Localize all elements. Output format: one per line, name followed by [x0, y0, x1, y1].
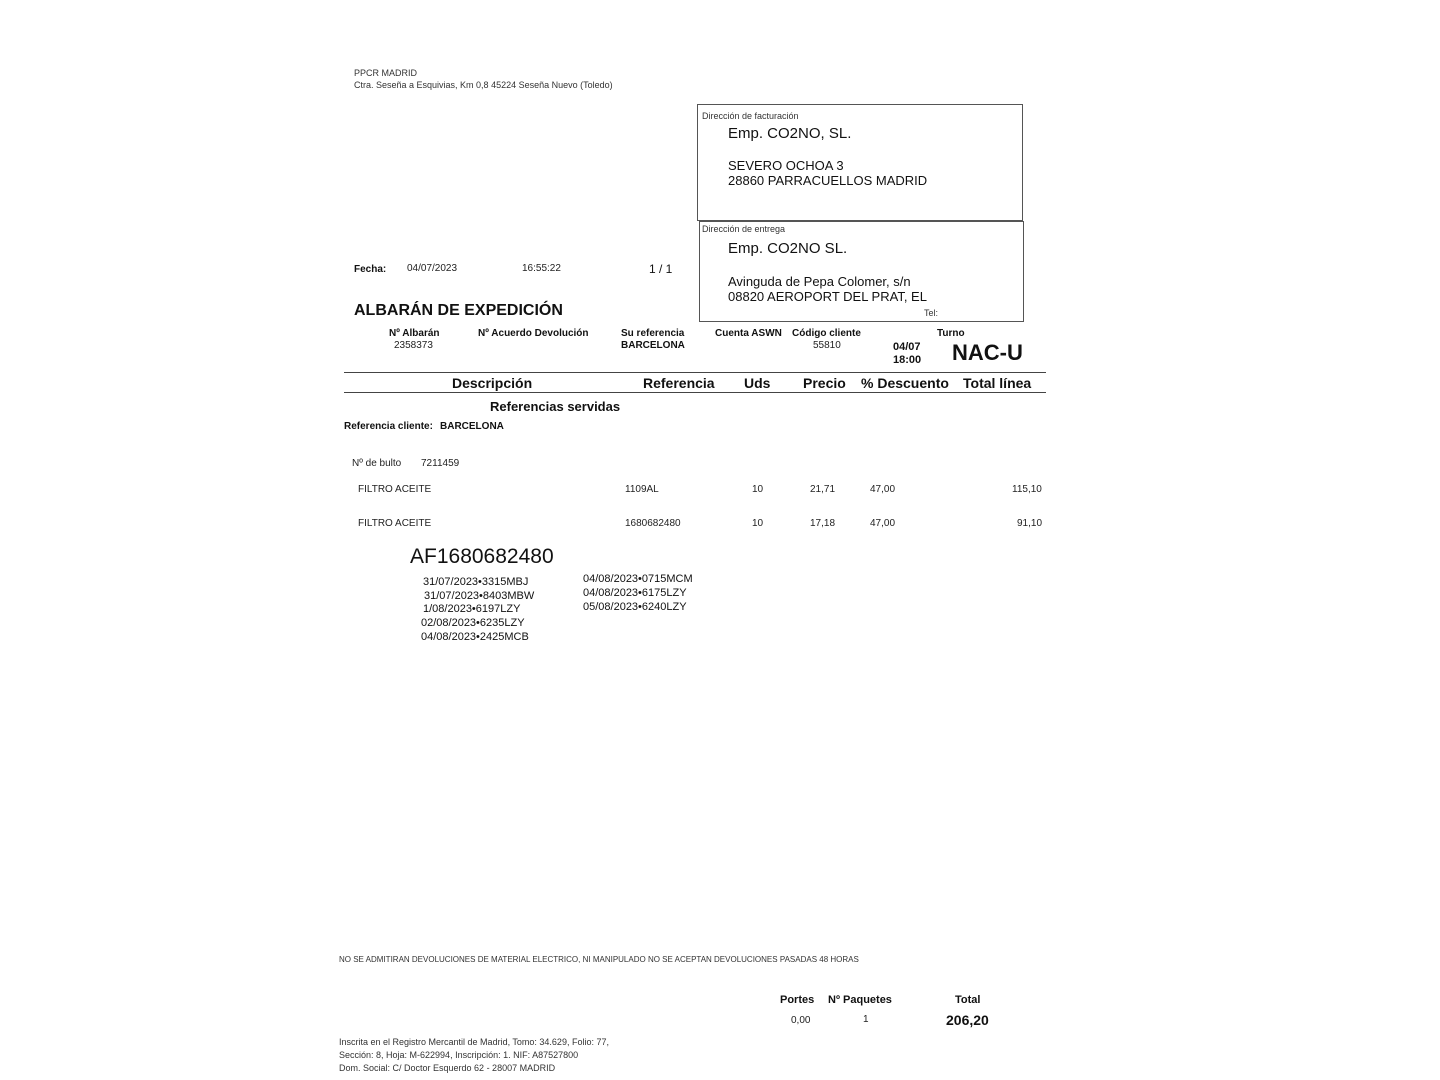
col-precio: Precio: [803, 375, 846, 391]
codigo-label: Código cliente: [792, 328, 861, 339]
stamp-entry: 1/08/2023•6197LZY: [423, 603, 521, 615]
row-total: 115,10: [1012, 484, 1042, 495]
hora-value: 16:55:22: [522, 263, 561, 274]
row-descripcion: FILTRO ACEITE: [358, 484, 432, 495]
fecha-label: Fecha:: [354, 264, 387, 275]
row-descuento: 47,00: [870, 484, 896, 495]
sender-address: Ctra. Seseña a Esquivias, Km 0,8 45224 Seseña Nuevo (Toledo): [354, 80, 613, 90]
table-row: [0, 518, 1440, 532]
page-title: ALBARÁN DE EXPEDICIÓN: [354, 302, 563, 319]
turno-hora: 18:00: [893, 354, 922, 366]
stamp-entry: 05/08/2023•6240LZY: [583, 601, 687, 613]
delivery-street: Avinguda de Pepa Colomer, s/n: [728, 274, 911, 289]
codigo-value: 55810: [813, 340, 841, 351]
billing-name: Emp. CO2NO, SL.: [728, 125, 852, 142]
referencia-value: BARCELONA: [621, 340, 685, 351]
delivery-name: Emp. CO2NO SL.: [728, 240, 848, 257]
fecha-value: 04/07/2023: [407, 263, 458, 274]
row-referencia: 1680682480: [625, 518, 681, 529]
stamp-entry: 04/08/2023•2425MCB: [421, 631, 529, 643]
turno-label: Turno: [937, 328, 965, 339]
bulto-label: Nº de bulto: [352, 458, 402, 469]
row-uds: 10: [752, 518, 764, 529]
delivery-label: Dirección de entrega: [702, 224, 786, 234]
acuerdo-label: Nº Acuerdo Devolución: [478, 328, 589, 339]
stamp-code: AF1680682480: [410, 545, 554, 568]
total-label: Total: [955, 994, 981, 1006]
row-referencia: 1109AL: [625, 484, 659, 495]
col-uds: Uds: [744, 375, 771, 391]
col-referencia: Referencia: [643, 375, 715, 391]
footer-line: Sección: 8, Hoja: M-622994, Inscripción: 1. NIF: A87527800: [339, 1050, 579, 1060]
billing-address-box: [697, 104, 1023, 221]
returns-notice: NO SE ADMITIRAN DEVOLUCIONES DE MATERIAL ELECTRICO, NI MANIPULADO NO SE ACEPTAN DEVOLUCIONES PASADAS 48 HORAS: [339, 955, 859, 964]
stamp-entry: 02/08/2023•6235LZY: [421, 617, 525, 629]
albaran-label: Nº Albarán: [389, 328, 440, 339]
turno-code: NAC-U: [952, 340, 1023, 365]
cliente-value: BARCELONA: [440, 421, 504, 432]
stamp-entry: 31/07/2023•8403MBW: [424, 590, 535, 602]
portes-value: 0,00: [791, 1015, 811, 1026]
paquetes-value: 1: [863, 1014, 869, 1025]
row-precio: 17,18: [810, 518, 836, 529]
table-header-rule: [344, 392, 1046, 393]
delivery-city: 08820 AEROPORT DEL PRAT, EL: [728, 289, 927, 304]
delivery-address-box: [699, 221, 1024, 322]
billing-street: SEVERO OCHOA 3: [728, 158, 844, 173]
table-top-rule: [344, 372, 1046, 373]
col-descuento: % Descuento: [861, 375, 949, 391]
table-row: [0, 484, 1440, 498]
cliente-label: Referencia cliente:: [344, 421, 433, 432]
row-descuento: 47,00: [870, 518, 896, 529]
stamp-entry: 04/08/2023•6175LZY: [583, 587, 687, 599]
footer-line: Dom. Social: C/ Doctor Esquerdo 62 - 28007 MADRID: [339, 1063, 556, 1073]
billing-city: 28860 PARRACUELLOS MADRID: [728, 173, 928, 188]
referencia-label: Su referencia: [621, 328, 685, 339]
stamp-entry: 04/08/2023•0715MCM: [583, 573, 693, 585]
sender-name: PPCR MADRID: [354, 68, 418, 78]
delivery-tel-label: Tel:: [924, 308, 939, 318]
row-uds: 10: [752, 484, 764, 495]
footer-line: Inscrita en el Registro Mercantil de Madrid, Tomo: 34.629, Folio: 77,: [339, 1037, 609, 1047]
page-number: 1 / 1: [649, 262, 673, 276]
cuenta-label: Cuenta ASWN: [715, 328, 782, 339]
col-descripcion: Descripción: [452, 375, 533, 391]
paquetes-label: Nº Paquetes: [828, 994, 892, 1006]
billing-label: Dirección de facturación: [702, 111, 799, 121]
albaran-value: 2358373: [394, 340, 433, 351]
bulto-value: 7211459: [421, 458, 460, 469]
col-total: Total línea: [963, 375, 1032, 391]
total-value: 206,20: [946, 1012, 989, 1028]
stamp-entry: 31/07/2023•3315MBJ: [423, 576, 529, 588]
section-title: Referencias servidas: [490, 399, 621, 414]
row-precio: 21,71: [810, 484, 836, 495]
portes-label: Portes: [780, 994, 815, 1006]
row-descripcion: FILTRO ACEITE: [358, 518, 432, 529]
row-total: 91,10: [1017, 518, 1043, 529]
turno-fecha: 04/07: [893, 341, 921, 353]
